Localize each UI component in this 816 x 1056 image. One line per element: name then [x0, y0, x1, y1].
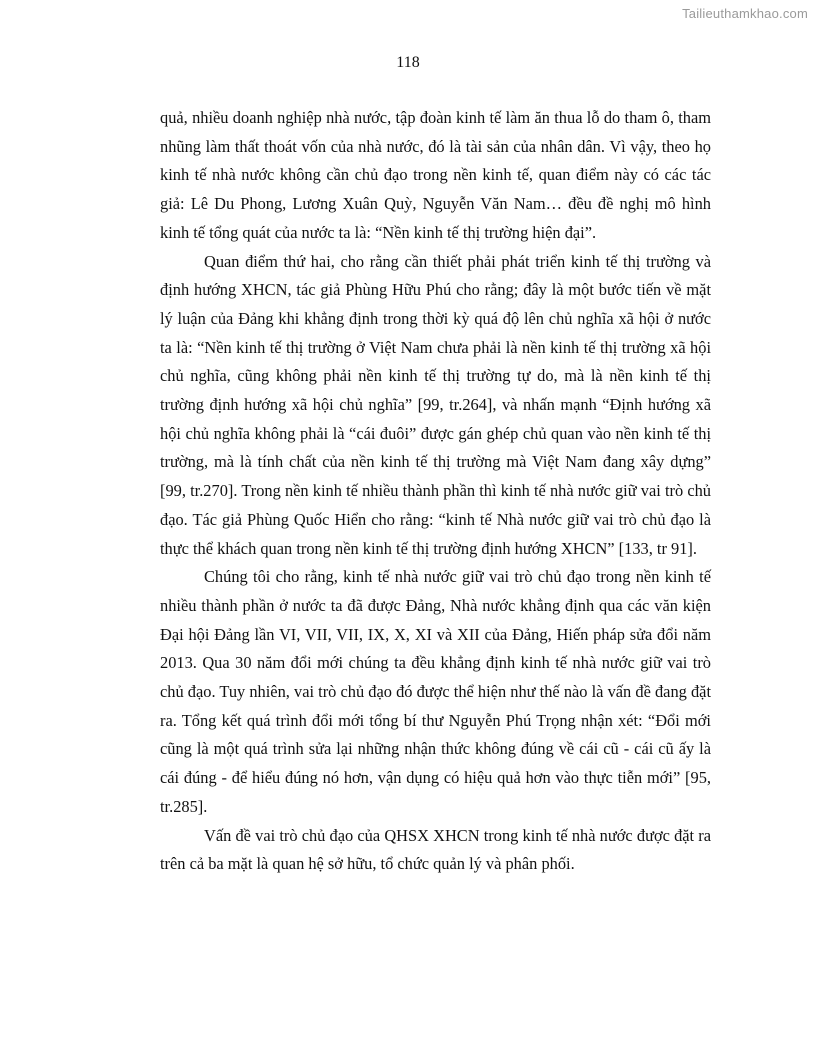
document-body: [160, 104, 711, 879]
paragraph-second-view: Quan điểm thứ hai, cho rằng cần thiết phải phát triển kinh tế thị trường và định hướng XHCN, tác giả Phùng Hữu Phú cho rằng; đây là một bước tiến về mặt lý luận của Đảng khi khẳng định trong thời kỳ quá độ lên chủ nghĩa xã hội ở nước ta là: “Nền kinh tế thị trường ở Việt Nam chưa phải là nền kinh tế thị trường xã hội chủ nghĩa, cũng không phải nền kinh tế thị trường tự do, mà là nền kinh tế thị trường định hướng xã hội chủ nghĩa” [99, tr.264], và nhấn mạnh “Định hướng xã hội chủ nghĩa không phải là “cái đuôi” được gán ghép chủ quan vào nền kinh tế thị trường, mà là tính chất của nền kinh tế thị trường mà Việt Nam đang xây dựng” [99, tr.270]. Trong nền kinh tế nhiều thành phần thì kinh tế nhà nước giữ vai trò chủ đạo. Tác giả Phùng Quốc Hiển cho rằng: “kinh tế Nhà nước giữ vai trò chủ đạo là thực thể khách quan trong nền kinh tế thị trường định hướng XHCN” [133, tr 91].: [160, 251, 711, 558]
watermark-text: Tailieuthamkhao.com: [682, 6, 808, 21]
paragraph-authors-view: Chúng tôi cho rằng, kinh tế nhà nước giữ vai trò chủ đạo trong nền kinh tế nhiều thành phần ở nước ta đã được Đảng, Nhà nước khẳng định qua các văn kiện Đại hội Đảng lần VI, VII, VII, IX, X, XI và XII của Đảng, Hiến pháp sửa đổi năm 2013. Qua 30 năm đổi mới chúng ta đều khẳng định kinh tế nhà nước giữ vai trò chủ đạo. Tuy nhiên, vai trò chủ đạo đó được thể hiện như thế nào là vấn đề đang đặt ra. Tổng kết quá trình đổi mới tổng bí thư Nguyễn Phú Trọng nhận xét: “Đổi mới cũng là một quá trình sửa lại những nhận thức không đúng về cái cũ - cái cũ ấy là cái đúng - để hiểu đúng nó hơn, vận dụng có hiệu quả hơn vào thực tiễn mới” [95, tr.285].: [160, 567, 711, 816]
paragraph-closing: Vấn đề vai trò chủ đạo của QHSX XHCN trong kinh tế nhà nước được đặt ra trên cả ba mặt là quan hệ sở hữu, tổ chức quản lý và phân phối.: [160, 825, 711, 874]
paragraph-continued: quả, nhiều doanh nghiệp nhà nước, tập đoàn kinh tế làm ăn thua lỗ do tham ô, tham nhũng làm thất thoát vốn của nhà nước, đó là tài sản của nhân dân. Vì vậy, theo họ kinh tế nhà nước không cần chủ đạo trong nền kinh tế, quan điểm này có các tác giả: Lê Du Phong, Lương Xuân Quỳ, Nguyễn Văn Nam… đều đề nghị mô hình kinh tế tổng quát của nước ta là: “Nền kinh tế thị trường hiện đại”.: [160, 108, 711, 242]
page-number: 118: [396, 54, 420, 71]
